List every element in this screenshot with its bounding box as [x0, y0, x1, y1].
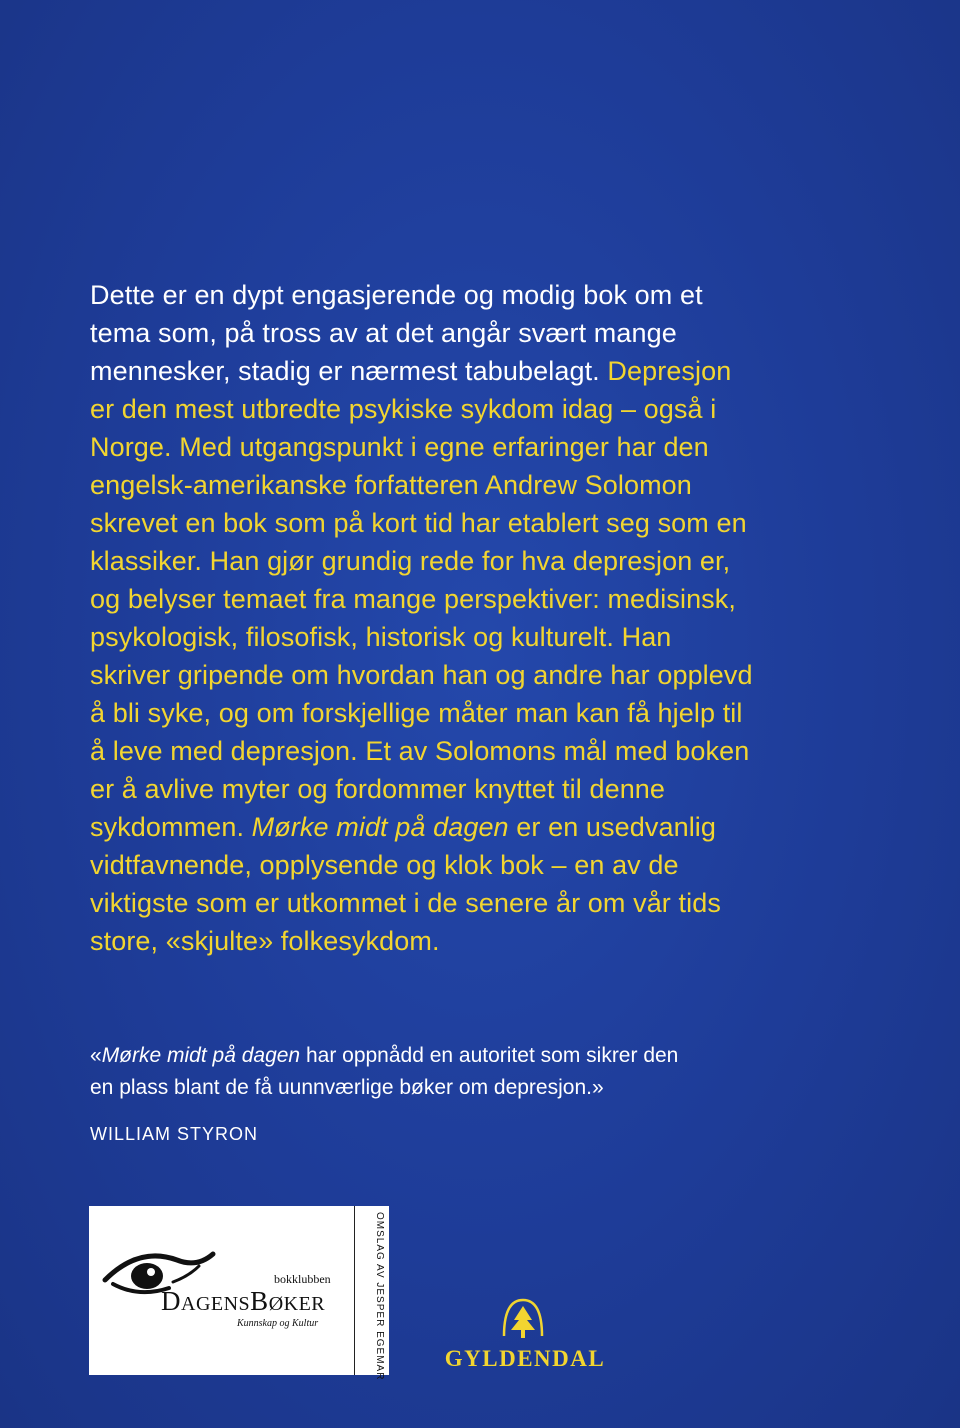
blurb-line — [90, 276, 850, 314]
blurb-segment: tema som, på tross av at det angår svært mange — [90, 318, 677, 348]
book-club-name — [161, 1286, 325, 1317]
blurb-line — [90, 884, 850, 922]
quote-attribution: WILLIAM STYRON — [90, 1124, 259, 1144]
blurb-line — [90, 504, 850, 542]
blurb-segment: viktigste som er utkommet i de senere år om vår tids — [90, 888, 721, 918]
blurb-segment: Depresjon — [607, 356, 732, 386]
quote-open-mark: « — [90, 1044, 102, 1067]
blurb-line — [90, 694, 850, 732]
blurb-segment: engelsk-amerikanske forfatteren Andrew Solomon — [90, 470, 692, 500]
blurb-segment: er den mest utbredte psykiske sykdom idag – også i — [90, 394, 717, 424]
blurb-segment: psykologisk, filosofisk, historisk og kulturelt. Han — [90, 622, 672, 652]
blurb-line — [90, 732, 850, 770]
book-club-name-initial-2: B — [250, 1286, 269, 1316]
blurb-segment: sykdommen. — [90, 812, 252, 842]
blurb-line — [90, 352, 850, 390]
blurb-line — [90, 922, 850, 960]
blurb-segment: mennesker, stadig er nærmest tabubelagt. — [90, 356, 608, 386]
cover-credit: OMSLAG AV JESPER EGEMAR — [374, 1212, 385, 1381]
publisher-tree-logo-icon — [498, 1296, 548, 1348]
book-club-tagline: Kunnskap og Kultur — [237, 1318, 319, 1329]
blurb-segment: skriver gripende om hvordan han og andre har opplevd — [90, 660, 753, 690]
blurb-line — [90, 314, 850, 352]
blurb-segment: store, «skjulte» folkesykdom. — [90, 926, 440, 956]
book-club-name-rest-1: AGENS — [181, 1293, 251, 1315]
blurb-segment: og belyser temaet fra mange perspektiver: medisinsk, — [90, 584, 736, 614]
book-club-name-initial-1: D — [161, 1286, 181, 1316]
quote-line-1-rest: har oppnådd en autoritet som sikrer den — [300, 1044, 679, 1067]
blurb-line — [90, 846, 850, 884]
quote-line-2: en plass blant de få uunnværlige bøker om depresjon.» — [90, 1076, 604, 1099]
publisher-name: GYLDENDAL — [444, 1346, 606, 1371]
blurb-line — [90, 656, 850, 694]
book-club-sticker — [89, 1206, 389, 1381]
blurb-book-title: Mørke midt på dagen — [251, 812, 509, 842]
review-quote — [90, 1040, 870, 1104]
blurb-segment: skrevet en bok som på kort tid har etablert seg som en — [90, 508, 747, 538]
blurb-segment: Dette er en dypt engasjerende og modig bok om et — [90, 280, 703, 310]
book-club-small-label: bokklubben — [274, 1272, 331, 1286]
blurb-line — [90, 542, 850, 580]
blurb-line — [90, 770, 850, 808]
blurb-segment: er å avlive myter og fordommer knyttet til denne — [90, 774, 666, 804]
blurb-line — [90, 428, 850, 466]
blurb-segment: å bli syke, og om forskjellige måter man kan få hjelp til — [90, 698, 743, 728]
blurb-segment: å leve med depresjon. Et av Solomons mål med boken — [90, 736, 750, 766]
blurb-segment: Norge. Med utgangspunkt i egne erfaringer har den — [90, 432, 709, 462]
blurb-line — [90, 466, 850, 504]
blurb-line — [90, 390, 850, 428]
blurb-line — [90, 580, 850, 618]
blurb-line — [90, 618, 850, 656]
blurb-segment: vidtfavnende, opplysende og klok bok – en av de — [90, 850, 679, 880]
blurb-segment: klassiker. Han gjør grundig rede for hva depresjon er, — [90, 546, 731, 576]
blurb-segment: er en usedvanlig — [508, 812, 717, 842]
blurb-line — [90, 808, 850, 846]
book-club-name-rest-2: ØKER — [268, 1293, 326, 1315]
quote-line-1 — [90, 1040, 870, 1072]
book-club-logo-panel — [89, 1206, 355, 1375]
quote-book-title: Mørke midt på dagen — [101, 1044, 301, 1067]
blurb-text — [90, 276, 850, 960]
